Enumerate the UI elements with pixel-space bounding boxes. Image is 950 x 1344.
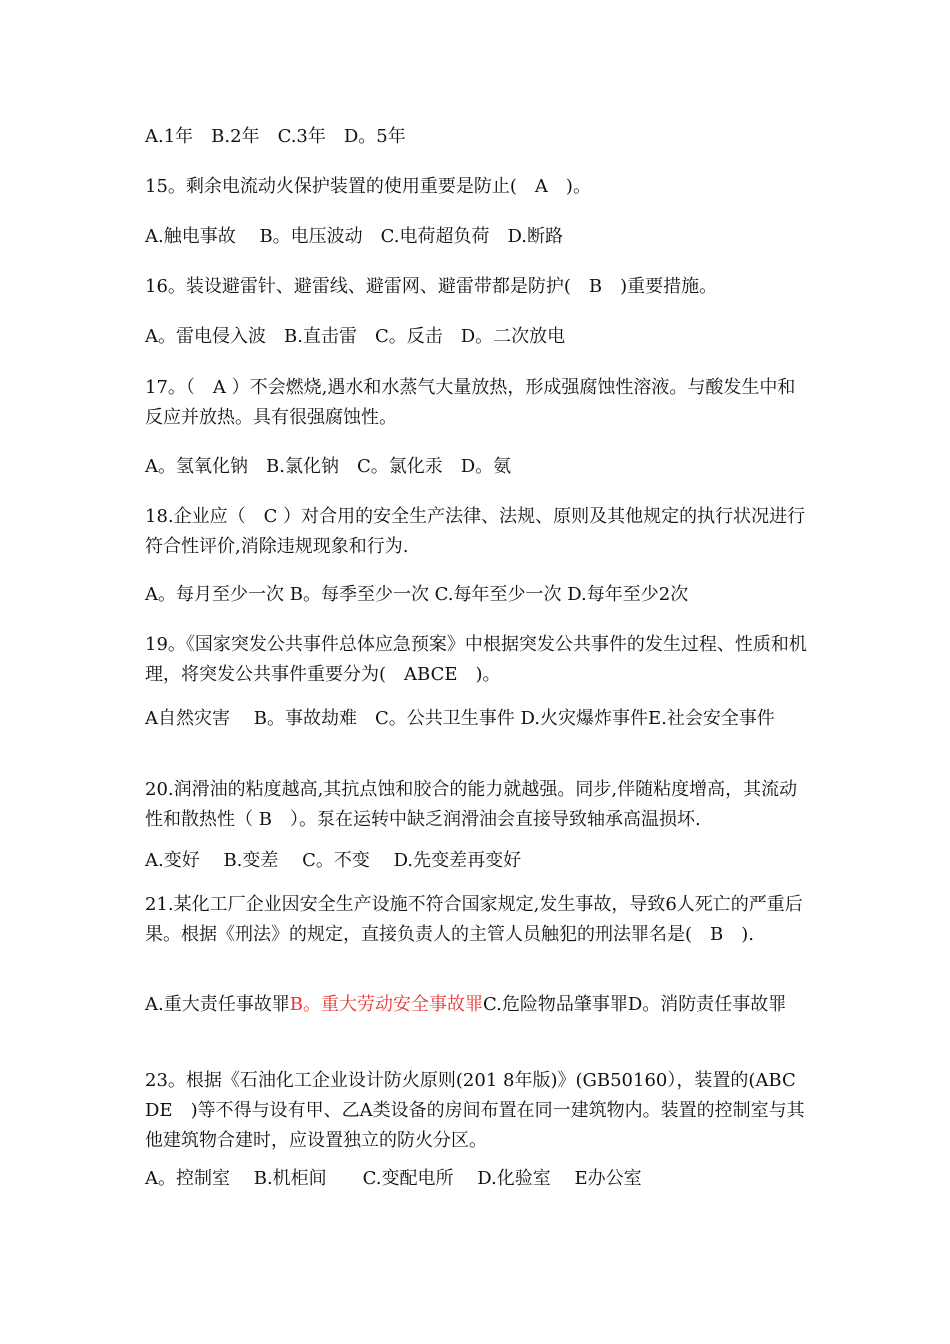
question-17: 17。（ A ）不会燃烧,遇水和水蒸气大量放热，形成强腐蚀性溶液。与酸发生中和反应并放热。具有很强腐蚀性。 [145, 377, 796, 428]
question-20: 20.润滑油的粘度越高,其抗点蚀和胶合的能力就越强。同步,伴随粘度增高，其流动性和散热性（ B ）。泵在运转中缺乏润滑油会直接导致轴承高温损坏. [145, 779, 798, 830]
answer-options-q15: A.触电事故 B。电压波动 C.电荷超负荷 D.断路 [145, 226, 564, 247]
question-19: 19。《国家突发公共事件总体应急预案》中根据突发公共事件的发生过程、性质和机理，将突发公共事件重要分为( ABCE )。 [145, 634, 807, 685]
question-18: 18.企业应（ C ）对合用的安全生产法律、法规、原则及其他规定的执行状况进行符合性评价,消除违规现象和行为. [145, 506, 806, 557]
answer-options-q14: A.1年 B.2年 C.3年 D。5年 [145, 126, 406, 147]
question-16: 16。装设避雷针、避雷线、避雷网、避雷带都是防护( B )重要措施。 [145, 276, 718, 297]
question-21: 21.某化工厂企业因安全生产设施不符合国家规定,发生事故，导致6人死亡的严重后果。根据《刑法》的规定，直接负责人的主管人员触犯的刑法罪名是( B ). [145, 894, 803, 945]
answer-options-q23: A。控制室 B.机柜间 C.变配电所 D.化验室 E办公室 [145, 1168, 642, 1189]
answer-options-q17: A。氢氧化钠 B.氯化钠 C。氯化汞 D。氨 [145, 456, 512, 477]
option-c-d-text: C.危险物品肇事罪D。消防责任事故罪 [482, 994, 787, 1015]
answer-options-q16: A。雷电侵入波 B.直击雷 C。反击 D。二次放电 [145, 326, 566, 347]
answer-options-q21 [145, 990, 810, 1020]
answer-options-q18: A。每月至少一次 B。每季至少一次 C.每年至少一次 D.每年至少2次 [145, 584, 689, 605]
question-23: 23。根据《石油化工企业设计防火原则(201 8年版)》(GB50160），装置的(ABCDE )等不得与设有甲、乙A类设备的房间布置在同一建筑物内。装置的控制室与其他建筑物合建时，应设置独立的防火分区。 [145, 1070, 805, 1151]
question-15: 15。剩余电流动火保护装置的使用重要是防止( A )。 [145, 176, 591, 197]
answer-options-q20: A.变好 B.变差 C。不变 D.先变差再变好 [145, 850, 522, 871]
answer-options-q19: A自然灾害 B。事故劫难 C。公共卫生事件 D.火灾爆炸事件E.社会安全事件 [145, 708, 775, 729]
option-a-text: A.重大责任事故罪 [145, 994, 290, 1015]
option-b-highlighted: B。重大劳动安全事故罪 [289, 994, 483, 1015]
